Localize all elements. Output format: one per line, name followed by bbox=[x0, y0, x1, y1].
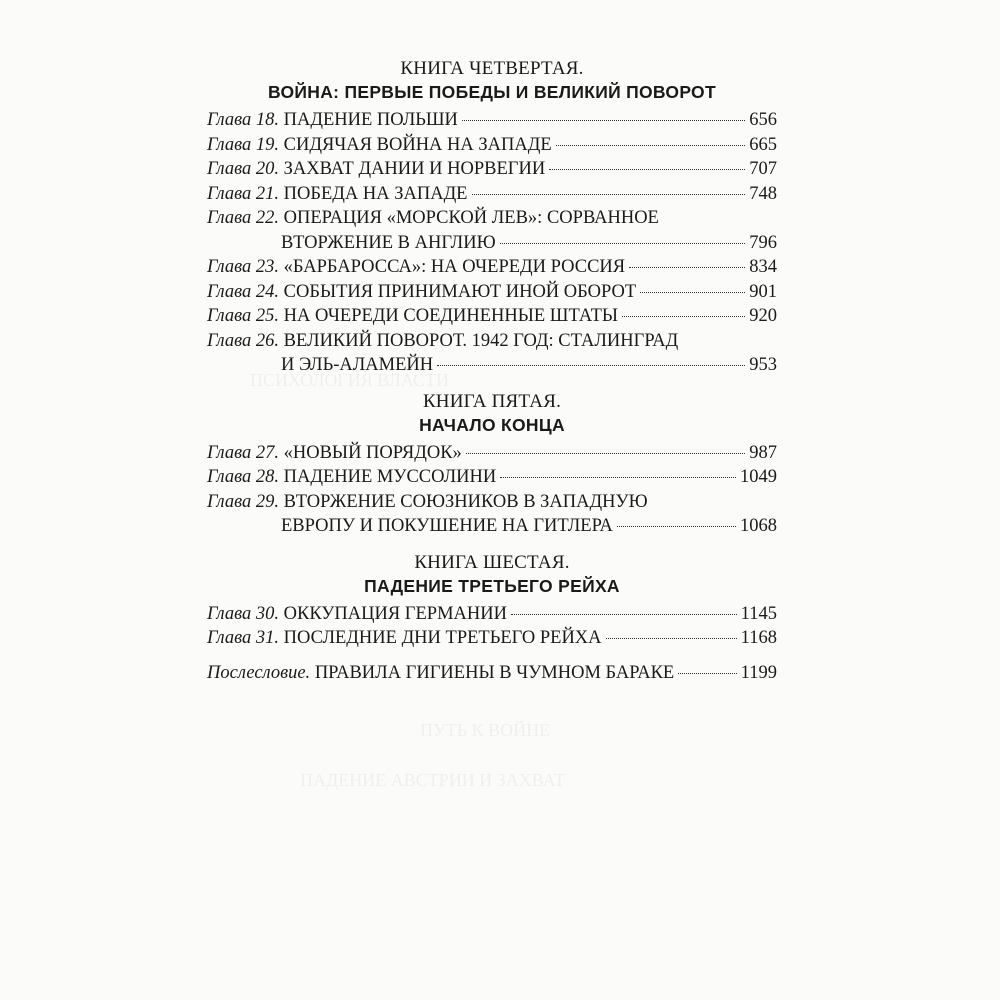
page-number: 1049 bbox=[740, 467, 777, 487]
chapter-label: Глава 25. bbox=[207, 306, 279, 326]
page-number: 707 bbox=[749, 159, 777, 179]
chapter-title: ОККУПАЦИЯ ГЕРМАНИИ bbox=[283, 603, 507, 624]
chapter-title: «БАРБАРОССА»: НА ОЧЕРЕДИ РОССИЯ bbox=[283, 257, 626, 277]
chapter-label: Глава 19. bbox=[207, 134, 279, 155]
show-through-text: ПАДЕНИЕ АВСТРИИ И ЗАХВАТ bbox=[300, 770, 566, 790]
chapter-label: Глава 18. bbox=[207, 110, 279, 130]
chapter-title: ВТОРЖЕНИЕ СОЮЗНИКОВ В ЗАПАДНУЮ bbox=[283, 491, 648, 512]
book-five-title: КНИГА ПЯТАЯ. bbox=[422, 390, 562, 412]
page-number: 656 bbox=[749, 110, 777, 130]
toc-entry-chapter-28[interactable] bbox=[207, 465, 777, 490]
page-number: 987 bbox=[749, 442, 777, 463]
toc-entry-chapter-24[interactable] bbox=[207, 280, 777, 305]
leader-dots bbox=[617, 526, 736, 527]
leader-dots bbox=[437, 365, 745, 366]
chapter-label: Глава 22. bbox=[207, 208, 279, 228]
chapter-label: Глава 31. bbox=[207, 628, 279, 648]
chapter-label: Глава 20. bbox=[207, 159, 279, 179]
toc-entry-chapter-27[interactable] bbox=[207, 441, 777, 466]
chapter-label: Глава 23. bbox=[207, 257, 279, 277]
toc-entry-afterword[interactable] bbox=[207, 661, 777, 686]
page-number: 1168 bbox=[740, 628, 777, 648]
chapter-title: СИДЯЧАЯ ВОЙНА НА ЗАПАДЕ bbox=[283, 134, 552, 155]
afterword-title: ПРАВИЛА ГИГИЕНЫ В ЧУМНОМ БАРАКЕ bbox=[314, 662, 675, 683]
toc-entry-chapter-18[interactable] bbox=[207, 108, 777, 133]
chapter-label: Глава 21. bbox=[207, 183, 279, 204]
show-through-text: ПУТЬ К ВОЙНЕ bbox=[420, 720, 551, 740]
book-four-title: КНИГА ЧЕТВЕРТАЯ. bbox=[400, 58, 584, 79]
toc-entry-chapter-23[interactable] bbox=[207, 255, 777, 280]
chapter-label: Глава 27. bbox=[207, 442, 279, 463]
leader-dots bbox=[622, 316, 745, 317]
chapter-label: Глава 28. bbox=[207, 467, 279, 487]
show-through-text: ПСИХОЛОГИЯ ВЛАСТИ bbox=[250, 370, 449, 390]
page-number: 796 bbox=[749, 232, 777, 253]
afterword-label: Послесловие. bbox=[207, 662, 311, 683]
leader-dots bbox=[640, 292, 745, 293]
leader-dots bbox=[500, 243, 746, 244]
chapter-label: Глава 29. bbox=[207, 491, 279, 512]
leader-dots bbox=[549, 169, 745, 170]
table-of-contents bbox=[207, 58, 777, 685]
toc-entry-chapter-26[interactable] bbox=[207, 329, 777, 378]
leader-dots bbox=[678, 673, 736, 674]
chapter-title: ПОСЛЕДНИЕ ДНИ ТРЕТЬЕГО РЕЙХА bbox=[283, 628, 602, 648]
chapter-title: ЗАХВАТ ДАНИИ И НОРВЕГИИ bbox=[283, 159, 546, 179]
page-number: 901 bbox=[749, 281, 777, 302]
leader-dots bbox=[606, 638, 737, 639]
toc-entry-chapter-25[interactable] bbox=[207, 304, 777, 329]
chapter-label: Глава 26. bbox=[207, 330, 279, 351]
toc-entry-chapter-31[interactable] bbox=[207, 626, 777, 651]
book-six-subtitle: ПАДЕНИЕ ТРЕТЬЕГО РЕЙХА bbox=[364, 575, 620, 596]
toc-entry-chapter-22[interactable] bbox=[207, 206, 777, 255]
page-number: 1068 bbox=[740, 516, 777, 536]
book-six-title: КНИГА ШЕСТАЯ. bbox=[414, 551, 570, 573]
book-five-subtitle: НАЧАЛО КОНЦА bbox=[419, 414, 565, 435]
page-number: 953 bbox=[749, 355, 777, 375]
page-number: 1145 bbox=[740, 603, 777, 624]
chapter-title: ПАДЕНИЕ ПОЛЬШИ bbox=[283, 110, 458, 130]
chapter-title: ВЕЛИКИЙ ПОВОРОТ. 1942 ГОД: СТАЛИНГРАД bbox=[283, 330, 679, 351]
chapter-title: СОБЫТИЯ ПРИНИМАЮТ ИНОЙ ОБОРОТ bbox=[283, 281, 637, 302]
page-number: 834 bbox=[749, 257, 777, 277]
chapter-title-continued: ЕВРОПУ И ПОКУШЕНИЕ НА ГИТЛЕРА bbox=[281, 516, 613, 536]
page-number: 665 bbox=[749, 134, 777, 155]
page-number: 920 bbox=[749, 306, 777, 326]
chapter-title: ПОБЕДА НА ЗАПАДЕ bbox=[283, 183, 468, 204]
chapter-title-continued: И ЭЛЬ-АЛАМЕЙН bbox=[281, 355, 434, 375]
chapter-title: ПАДЕНИЕ МУССОЛИНИ bbox=[283, 467, 497, 487]
leader-dots bbox=[466, 453, 745, 454]
chapter-title: «НОВЫЙ ПОРЯДОК» bbox=[283, 442, 462, 463]
toc-entry-chapter-29[interactable] bbox=[207, 490, 777, 539]
leader-dots bbox=[629, 267, 745, 268]
chapter-label: Глава 30. bbox=[207, 603, 279, 624]
chapter-title: ОПЕРАЦИЯ «МОРСКОЙ ЛЕВ»: СОРВАННОЕ bbox=[283, 208, 659, 228]
leader-dots bbox=[500, 477, 736, 478]
page-number: 748 bbox=[749, 183, 777, 204]
chapter-label: Глава 24. bbox=[207, 281, 279, 302]
toc-entry-chapter-30[interactable] bbox=[207, 602, 777, 627]
chapter-title-continued: ВТОРЖЕНИЕ В АНГЛИЮ bbox=[281, 232, 496, 253]
toc-entry-chapter-21[interactable] bbox=[207, 182, 777, 207]
leader-dots bbox=[556, 145, 746, 146]
toc-entry-chapter-20[interactable] bbox=[207, 157, 777, 182]
chapter-title: НА ОЧЕРЕДИ СОЕДИНЕННЫЕ ШТАТЫ bbox=[283, 306, 619, 326]
leader-dots bbox=[472, 194, 746, 195]
leader-dots bbox=[511, 614, 737, 615]
page-number: 1199 bbox=[740, 662, 777, 683]
book-four-subtitle: ВОЙНА: ПЕРВЫЕ ПОБЕДЫ И ВЕЛИКИЙ ПОВОРОТ bbox=[268, 82, 716, 102]
leader-dots bbox=[462, 120, 745, 121]
toc-entry-chapter-19[interactable] bbox=[207, 133, 777, 158]
